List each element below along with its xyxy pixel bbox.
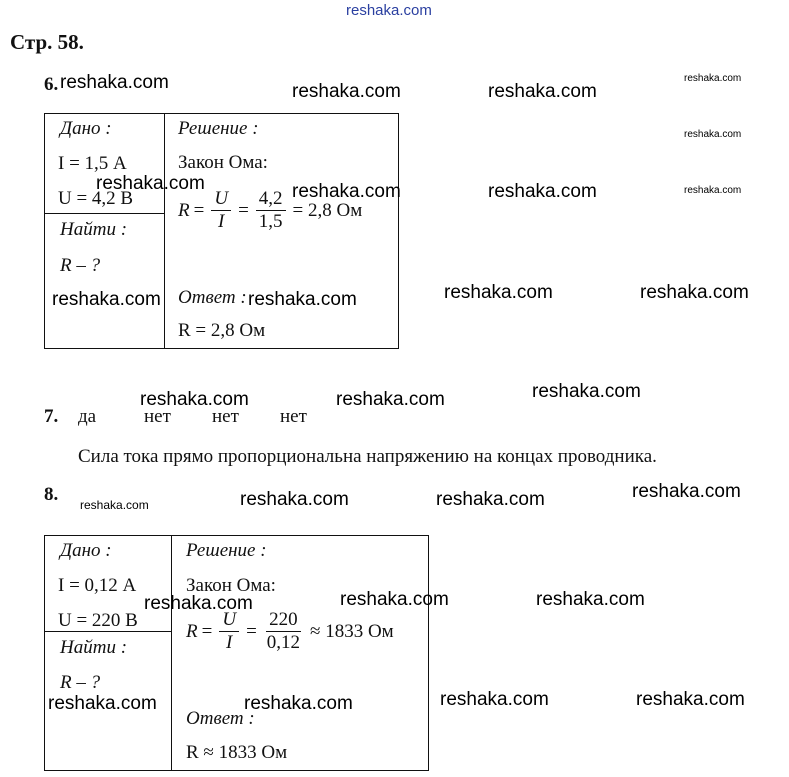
- task6-law: Закон Ома:: [178, 152, 268, 173]
- task6-table-hdivider: [44, 213, 164, 214]
- watermark: reshaka.com: [80, 498, 149, 512]
- task6-formula-eq2: =: [238, 199, 249, 221]
- task8-formula-eq2: =: [246, 620, 257, 642]
- watermark: reshaka.com: [340, 589, 449, 610]
- task6-given-current: I = 1,5 А: [58, 153, 127, 174]
- task6-find-line: R – ?: [60, 255, 101, 276]
- task8-formula-result: ≈ 1833 Ом: [310, 620, 394, 642]
- task8-given-label: Дано :: [60, 540, 112, 561]
- watermark: reshaka.com: [632, 481, 741, 502]
- watermark: reshaka.com: [248, 289, 357, 310]
- watermark: reshaka.com: [140, 389, 249, 410]
- watermark: reshaka.com: [684, 185, 742, 196]
- watermark: reshaka.com: [436, 489, 545, 510]
- task6-given-label: Дано :: [60, 118, 112, 139]
- task7-number: 7.: [44, 406, 59, 427]
- task8-fraction-ui: [219, 609, 239, 654]
- watermark: reshaka.com: [144, 593, 253, 614]
- task8-formula: [186, 609, 398, 654]
- task8-num1: U: [219, 609, 239, 632]
- task8-given-current: I = 0,12 А: [58, 575, 137, 596]
- page-header: Стр. 58.: [10, 30, 84, 54]
- watermark: reshaka.com: [440, 689, 549, 710]
- watermark: reshaka.com: [244, 693, 353, 714]
- watermark: reshaka.com: [488, 181, 597, 202]
- watermark: reshaka.com: [640, 282, 749, 303]
- task8-num2: 220: [266, 609, 301, 632]
- task6-find-label: Найти :: [60, 219, 128, 240]
- task7-answer-1: да: [78, 406, 97, 427]
- task8-formula-r: R: [186, 620, 198, 642]
- watermark: reshaka.com: [292, 81, 401, 102]
- task8-number: 8.: [44, 484, 59, 505]
- task6-den2: 1,5: [258, 211, 283, 232]
- watermark: reshaka.com: [684, 73, 742, 84]
- task7-answer-2: нет: [144, 406, 171, 427]
- task7-answer-3: нет: [212, 406, 239, 427]
- watermark: reshaka.com: [60, 72, 169, 93]
- task6-solution-label: Решение :: [178, 118, 259, 139]
- watermark: reshaka.com: [336, 389, 445, 410]
- watermark: reshaka.com: [52, 289, 161, 310]
- watermark-top: reshaka.com: [346, 2, 432, 19]
- watermark: reshaka.com: [684, 129, 742, 140]
- task6-num2: 4,2: [256, 188, 286, 211]
- task6-table-divider: [164, 113, 165, 349]
- task6-number: 6.: [44, 74, 59, 95]
- task8-answer-value: R ≈ 1833 Ом: [186, 742, 288, 763]
- watermark: reshaka.com: [636, 689, 745, 710]
- task6-formula-eq1: =: [193, 199, 205, 221]
- task8-solution-label: Решение :: [186, 540, 267, 561]
- task8-formula-eq1: =: [201, 620, 213, 642]
- task6-fraction-ui: [211, 188, 231, 233]
- task8-fraction-values: [264, 609, 303, 654]
- task6-answer-label: Ответ :: [178, 287, 247, 308]
- task7-answer-4: нет: [280, 406, 307, 427]
- task8-den1: I: [226, 632, 233, 653]
- watermark: reshaka.com: [292, 181, 401, 202]
- watermark: reshaka.com: [536, 589, 645, 610]
- task8-law: Закон Ома:: [186, 575, 276, 596]
- task8-find-label: Найти :: [60, 637, 128, 658]
- task8-given-voltage: U = 220 В: [58, 610, 138, 631]
- task6-den1: I: [218, 211, 225, 232]
- watermark: reshaka.com: [488, 81, 597, 102]
- watermark: reshaka.com: [240, 489, 349, 510]
- task6-fraction-values: [256, 188, 286, 233]
- task6-given-voltage: U = 4,2 В: [58, 188, 134, 209]
- watermark: reshaka.com: [96, 173, 205, 194]
- task6-formula-result: = 2,8 Ом: [292, 199, 363, 221]
- task8-den2: 0,12: [266, 632, 301, 653]
- watermark: reshaka.com: [48, 693, 157, 714]
- task7-statement: Сила тока прямо пропорциональна напряжению на концах проводника.: [78, 446, 657, 467]
- task6-formula-r: R: [178, 199, 190, 221]
- task6-answer-value: R = 2,8 Ом: [178, 320, 266, 341]
- task8-answer-label: Ответ :: [186, 708, 255, 729]
- task8-table-divider: [171, 535, 172, 771]
- watermark: reshaka.com: [444, 282, 553, 303]
- watermark: reshaka.com: [532, 381, 641, 402]
- task6-num1: U: [211, 188, 231, 211]
- task8-find-line: R – ?: [60, 672, 101, 693]
